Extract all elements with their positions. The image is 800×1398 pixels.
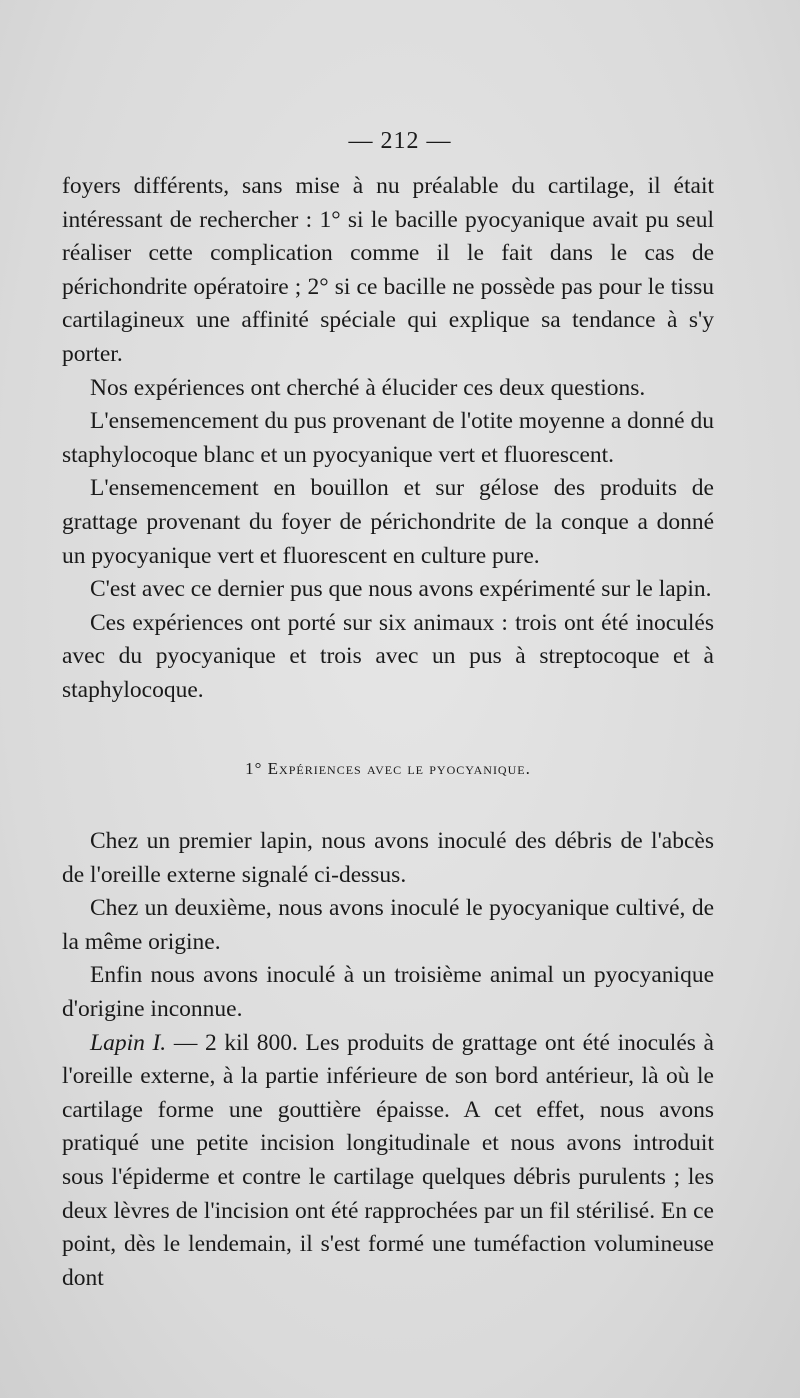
lapin-text: — 2 kil 800. Les produits de grattage ont été inoculés à l'oreille externe, à la partie inférieure de son bord antérieur, là où le cartilage forme une gouttière épaisse. A cet effet, nous avons pratiqué une petite incision longitudinale et nous avons introduit sous l'épiderme et contre le cartilage quelques débris purulents ; les deux lèvres de l'incision ont été rapprochées par un fil stérilisé. En ce point, dès le lendemain, il s'est formé une tuméfaction volumineuse dont xyxy=(62,1029,714,1291)
paragraph: Enfin nous avons inoculé à un troisième animal un pyocyanique d'origine inconnue. xyxy=(62,962,714,1023)
paragraph: Ces expériences ont porté sur six animaux : trois ont été inoculés avec du pyocyanique et trois avec un pus à streptocoque et à staphylocoque. xyxy=(62,609,714,703)
paragraph-lapin-1 xyxy=(62,1027,714,1296)
paragraph: L'ensemencement du pus provenant de l'otite moyenne a donné du staphylocoque blanc et un pyocyanique vert et fluorescent. xyxy=(62,408,714,468)
page-number: — 212 — xyxy=(348,128,452,154)
paragraph: Chez un premier lapin, nous avons inoculé des débris de l'abcès de l'oreille externe signalé ci-dessus. xyxy=(62,828,714,888)
lapin-label: Lapin I. xyxy=(90,1029,167,1056)
paragraph: Chez un deuxième, nous avons inoculé le pyocyanique cultivé, de la même origine. xyxy=(62,895,714,955)
paragraph: foyers différents, sans mise à nu préalable du cartilage, il était intéressant de rechercher : 1° si le bacille pyocyanique avait pu seul réaliser cette complication comme il le fait dans le cas de périchondrite opératoire ; 2° si ce bacille ne possède pas pour le tissu cartilagineux une affinité spéciale qui explique sa tendance à s'y porter. xyxy=(62,173,714,367)
section-heading: 1° Expériences avec le pyocyanique. xyxy=(245,758,531,778)
paragraph: C'est avec ce dernier pus que nous avons expérimenté sur le lapin. xyxy=(90,576,712,603)
paragraph: L'ensemencement en bouillon et sur gélose des produits de grattage provenant du foyer de périchondrite de la conque a donné un pyocyanique vert et fluorescent en culture pure. xyxy=(62,475,714,569)
body-text xyxy=(62,170,714,1295)
paragraph: Nos expériences ont cherché à élucider ces deux questions. xyxy=(90,374,646,401)
